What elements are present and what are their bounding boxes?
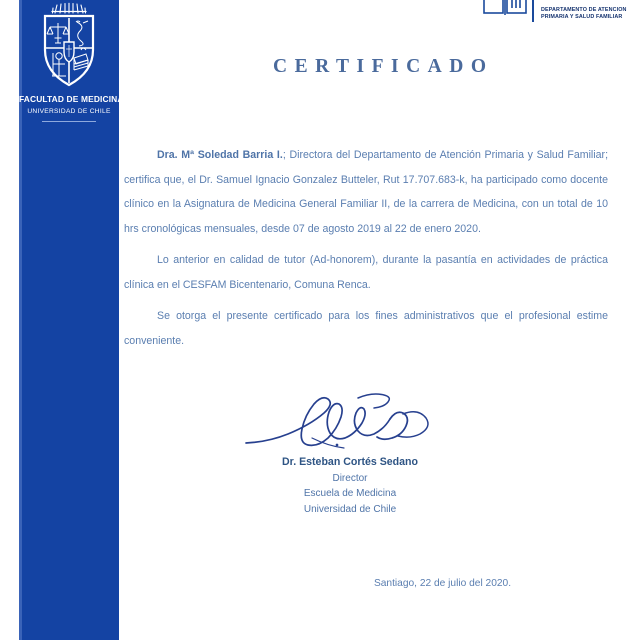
signer-school: Escuela de Medicina: [303, 488, 397, 499]
faculty-identity-block: [19, 94, 124, 122]
handwritten-signature: [240, 386, 460, 458]
department-name: [541, 7, 627, 24]
signer-name: Dr. Esteban Cortés Sedano: [282, 456, 418, 468]
signer-role: Director: [332, 472, 368, 484]
logo-divider: [532, 0, 534, 22]
open-book-icon: [482, 0, 528, 23]
signer-university: Universidad de Chile: [303, 503, 397, 515]
faculty-name: FACULTAD DE MEDICINA: [19, 94, 124, 104]
paragraph-3: Se otorga el presente certificado para los fines administrativos que el profesional estime conveniente.: [124, 310, 608, 347]
department-name-line1: DEPARTAMENTO DE ATENCION: [541, 6, 627, 13]
university-shield-crest-icon: [19, 2, 119, 90]
paragraph-1-rest: ; Directora del Departamento de Atención Primaria y Salud Familiar; certifica que, el Dr. Samuel Ignacio Gonzalez Butteler, Rut 17.707.683-k, ha participado como docente clínico en la Asignatura de Medicina General Familiar II, de la carrera de Medicina, con un total de 10 hrs cronológicas mensuales, desde 07 de agosto 2019 al 22 de enero 2020.: [124, 149, 609, 235]
signer-block: [190, 455, 510, 517]
page-title: CERTIFICADO: [273, 56, 494, 77]
certifier-name: Dra. Mª Soledad Barria I.: [157, 149, 283, 161]
department-logo: [482, 0, 640, 24]
paragraph-2: Lo anterior en calidad de tutor (Ad-honorem), durante la pasantía en actividades de práctica clínica en el CESFAM Bicentenario, Comuna Renca.: [124, 254, 608, 291]
paragraph-1: [124, 143, 608, 241]
university-name: UNIVERSIDAD DE CHILE: [27, 108, 111, 115]
department-name-line2: PRIMARIA Y SALUD FAMILIAR: [541, 14, 623, 21]
faculty-divider-rule: [42, 121, 96, 122]
certificate-body: [124, 143, 608, 360]
date-line: Santiago, 22 de julio del 2020.: [373, 578, 512, 589]
